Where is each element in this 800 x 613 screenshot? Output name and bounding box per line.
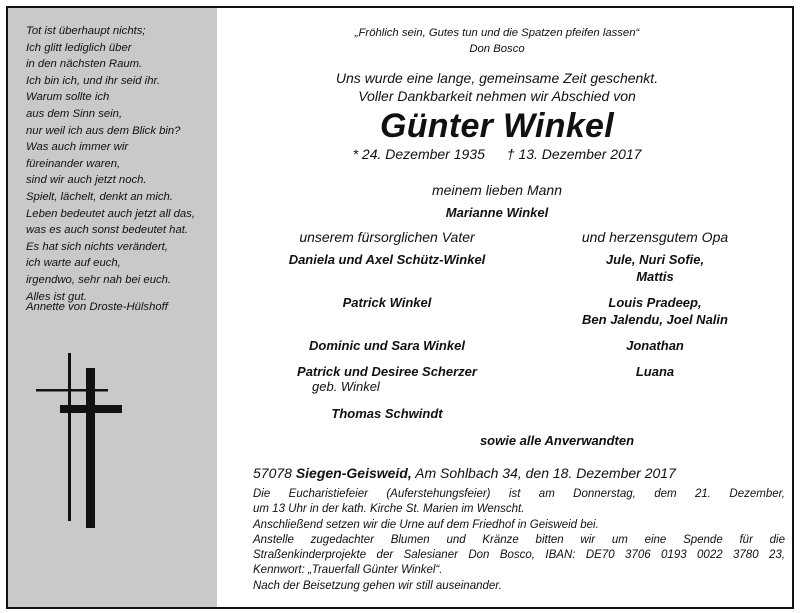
intro-line-1: Uns wurde eine lange, gemeinsame Zeit geschenkt.: [335, 70, 659, 86]
poem-line: Spielt, lächelt, denkt an mich.: [26, 190, 173, 203]
poem-line: Tot ist überhaupt nichts;: [26, 25, 146, 37]
grandchild-line: Ben Jalendu, Joel Nalin: [582, 312, 728, 327]
grandchild-line: Mattis: [636, 269, 674, 284]
poem-line: füreinander waren,: [26, 157, 121, 170]
poem-author: Annette von Droste-Hülshoff: [26, 301, 168, 313]
poem-line: was es auch sonst bedeutet hat.: [26, 224, 189, 237]
child-name: Thomas Schwindt: [331, 406, 443, 421]
info-line: Die Eucharistiefeier (Auferstehungsfeier) ist am Donnerstag, dem 21. Dezember,: [253, 488, 785, 500]
grandchild-name: Jonathan: [626, 338, 684, 353]
poem-line: Was auch immer wir: [26, 141, 129, 154]
child-name: Dominic und Sara Winkel: [309, 338, 465, 353]
poem-line: Alles ist gut.: [26, 290, 87, 303]
poem-line: sind wir auch jetzt noch.: [26, 174, 147, 187]
info-line: Kennwort: „Trauerfall Günter Winkel“.: [253, 564, 443, 577]
intro-line-2: Voller Dankbarkeit nehmen wir Abschied von: [358, 88, 636, 104]
poem: [26, 23, 216, 305]
life-dates: [217, 146, 777, 162]
spouse-name: Marianne Winkel: [445, 205, 549, 220]
intro-text: [217, 69, 777, 105]
father-label: unserem fürsorglichen Vater: [299, 229, 475, 245]
thin-cross-horizontal: [36, 389, 108, 392]
address-line: [253, 465, 676, 481]
grandchild-names: [535, 294, 775, 328]
info-line: Nach der Beisetzung gehen wir still auseinander.: [253, 579, 502, 592]
poem-line: aus dem Sinn sein,: [26, 107, 123, 120]
death-date: † 13. Dezember 2017: [506, 146, 642, 162]
quote-author: Don Bosco: [469, 43, 525, 55]
poem-line: ich warte auf euch,: [26, 257, 121, 270]
grandchild-names: [535, 251, 775, 285]
bold-cross-vertical: [86, 368, 95, 528]
poem-line: Leben bedeutet auch jetzt all das,: [26, 207, 195, 220]
info-line: Straßenkinderprojekte der Salesianer Don Bosco, IBAN: DE70 3706 0193 0022 3780 23,: [253, 549, 785, 562]
child-name: Patrick Winkel: [342, 295, 432, 310]
poem-line: Ich glitt lediglich über: [26, 41, 132, 54]
grandchild-line: Louis Pradeep,: [608, 295, 702, 310]
poem-line: Ich bin ich, und ihr seid ihr.: [26, 74, 160, 87]
relatives: sowie alle Anverwandten: [479, 433, 635, 448]
info-line: Anstelle zugedachter Blumen und Kränze bitten wir um eine Spende für die: [253, 533, 785, 546]
obituary-notice: [6, 6, 794, 609]
poem-line: nur weil ich aus dem Blick bin?: [26, 124, 181, 137]
poem-line: in den nächsten Raum.: [26, 58, 143, 71]
double-cross-icon: [36, 353, 136, 533]
info-line: um 13 Uhr in der kath. Kirche St. Marien im Wenscht.: [253, 503, 525, 516]
info-line: Anschließend setzen wir die Urne auf dem Friedhof in Geisweid bei.: [253, 518, 599, 531]
bold-cross-horizontal: [60, 405, 122, 413]
grandchild-line: Jule, Nuri Sofie,: [605, 252, 705, 267]
zip-code: 57078: [253, 465, 292, 481]
city: Siegen-Geisweid,: [295, 465, 412, 481]
address-rest: Am Sohlbach 34, den 18. Dezember 2017: [415, 465, 676, 481]
service-info: [253, 487, 785, 594]
grandchild-name: Luana: [635, 364, 675, 379]
grandpa-label: und herzensgutem Opa: [581, 229, 729, 245]
quote-text: „Fröhlich sein, Gutes tun und die Spatzen pfeifen lassen“: [354, 27, 640, 39]
birth-date: * 24. Dezember 1935: [352, 146, 485, 162]
child-name: Patrick und Desiree Scherzer: [297, 364, 477, 379]
child-name: Daniela und Axel Schütz-Winkel: [288, 252, 486, 267]
quote-block: [217, 25, 777, 57]
poem-line: Warum sollte ich: [26, 91, 110, 104]
thin-cross-vertical: [68, 353, 71, 521]
poem-line: irgendwo, sehr nah bei euch.: [26, 273, 172, 286]
maiden-name-note: geb. Winkel: [312, 379, 380, 394]
poem-sidebar: [8, 8, 217, 607]
poem-line: Es hat sich nichts verändert,: [26, 240, 168, 253]
spouse-label: meinem lieben Mann: [432, 182, 562, 198]
deceased-name: Günter Winkel: [379, 107, 615, 145]
notice-main: [217, 8, 792, 607]
